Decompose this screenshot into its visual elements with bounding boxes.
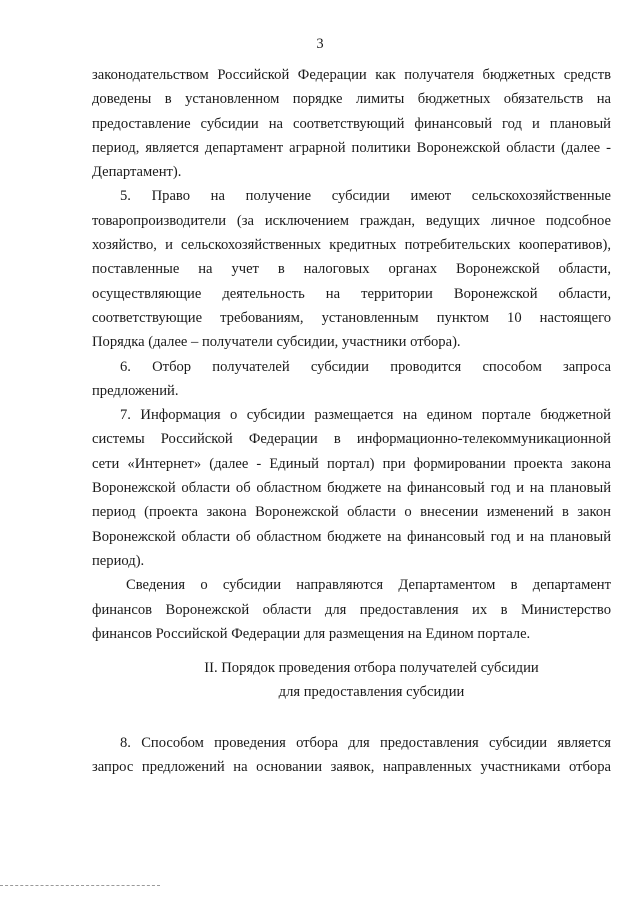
text-line: системы Российской Федерации в информационно-телекоммуникационной: [92, 431, 611, 448]
text-line: 6. Отбор получателей субсидии проводится способом запроса: [120, 358, 611, 375]
text-line: Воронежской области об областном бюджете на финансовый год и на плановый: [92, 528, 611, 545]
footer-divider: [0, 885, 160, 886]
text-line: финансов Российской Федерации для размещения на Едином портале.: [92, 625, 531, 642]
text-line: осуществляющие деятельность на территории Воронежской области,: [92, 285, 611, 302]
text-line: соответствующие требованиям, установленным пунктом 10 настоящего: [92, 309, 611, 326]
document-body: [92, 63, 611, 779]
text-line: сети «Интернет» (далее - Единый портал) при формировании проекта закона: [92, 455, 611, 472]
text-line: Порядка (далее – получатели субсидии, участники отбора).: [92, 334, 461, 351]
text-line: период).: [92, 552, 145, 569]
spacer: [92, 705, 611, 731]
spacer: [92, 646, 611, 656]
text-line: запрос предложений на основании заявок, направленных участниками отбора: [92, 759, 611, 776]
section-heading: для предоставления субсидии: [278, 684, 465, 701]
text-line: период (проекта закона Воронежской области о внесении изменений в закон: [92, 504, 611, 521]
text-line: финансов Воронежской области для предоставления их в Министерство: [92, 601, 611, 618]
text-line: законодательством Российской Федерации как получателя бюджетных средств: [92, 67, 611, 83]
page-number: 3: [316, 36, 324, 52]
text-line: товаропроизводители (за исключением граждан, ведущих личное подсобное: [92, 212, 611, 229]
text-line: Сведения о субсидии направляются Департаментом в департамент: [126, 577, 611, 594]
text-line: поставленные на учет в налоговых органах Воронежской области,: [92, 261, 611, 278]
text-line: Воронежской области об областном бюджете на финансовый год и на плановый: [92, 480, 611, 497]
text-line: период, является департамент аграрной политики Воронежской области (далее -: [92, 139, 611, 156]
text-line: 5. Право на получение субсидии имеют сельскохозяйственные: [120, 188, 611, 205]
text-line: 7. Информация о субсидии размещается на едином портале бюджетной: [120, 407, 611, 424]
text-line: предложений.: [92, 382, 179, 399]
text-line: Департамент).: [92, 164, 182, 181]
text-line: доведены в установленном порядке лимиты бюджетных обязательств на: [92, 91, 611, 108]
section-heading: II. Порядок проведения отбора получателей субсидии: [204, 660, 539, 677]
text-line: предоставление субсидии на соответствующий финансовый год и плановый: [92, 115, 611, 132]
text-line: 8. Способом проведения отбора для предоставления субсидии является: [120, 734, 611, 751]
text-line: хозяйство, и сельскохозяйственных кредитных потребительских кооперативов),: [92, 237, 611, 254]
